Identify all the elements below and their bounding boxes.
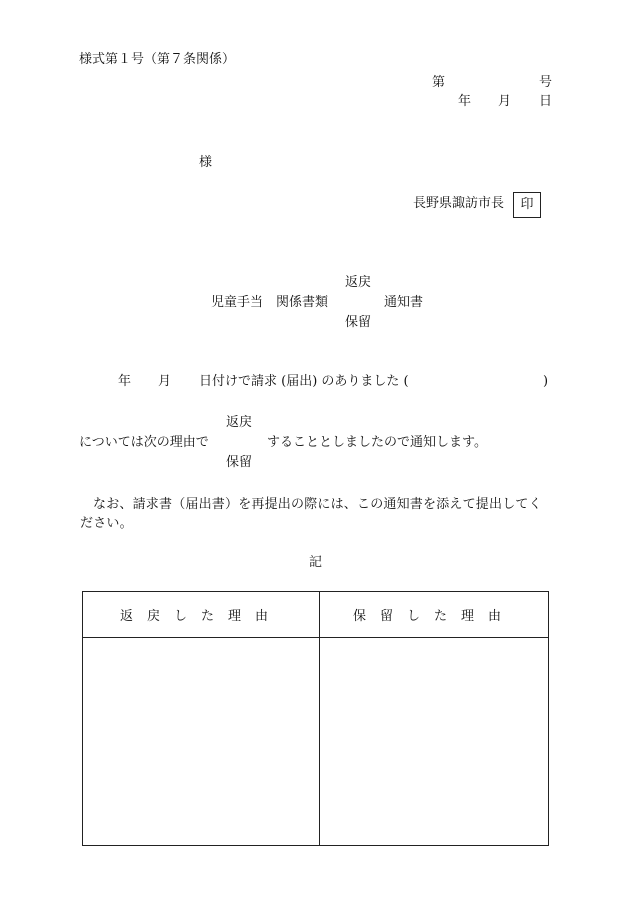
return-reason-cell[interactable] (83, 638, 320, 846)
number-suffix: 号 (539, 75, 553, 90)
record-heading: 記 (309, 555, 323, 570)
body-option-return: 返戻 (226, 415, 253, 430)
addressee-suffix: 様 (199, 155, 213, 170)
form-label: 様式第１号（第７条関係） (79, 52, 236, 67)
number-prefix: 第 (432, 75, 446, 90)
body-month: 月 (158, 374, 172, 389)
title-option-hold: 保留 (345, 315, 372, 330)
date-day: 日 (539, 94, 553, 109)
title-suffix: 通知書 (384, 295, 424, 310)
seal-box: 印 (513, 192, 541, 218)
reasons-table (82, 591, 549, 846)
body-line1-text: 日付けで請求 (届出) のありました ( (199, 374, 409, 389)
body-line2-prefix: については次の理由で (79, 435, 209, 450)
hold-reason-cell[interactable] (320, 638, 549, 846)
hold-reason-header: 保留した理由 (320, 592, 549, 638)
date-month: 月 (498, 94, 512, 109)
body-year: 年 (118, 374, 132, 389)
title-option-return: 返戻 (345, 275, 372, 290)
body-line2-suffix: することとしましたので通知します。 (267, 435, 487, 450)
return-reason-header: 返戻した理由 (83, 592, 320, 638)
body-option-hold: 保留 (226, 455, 253, 470)
resubmission-note: なお、請求書（届出書）を再提出の際には、この通知書を添えて提出してください。 (80, 497, 542, 531)
issuer: 長野県諏訪市長 (413, 196, 505, 211)
body-line1-close: ) (543, 374, 549, 389)
title-prefix: 児童手当 関係書類 (211, 295, 329, 310)
date-year: 年 (458, 94, 472, 109)
